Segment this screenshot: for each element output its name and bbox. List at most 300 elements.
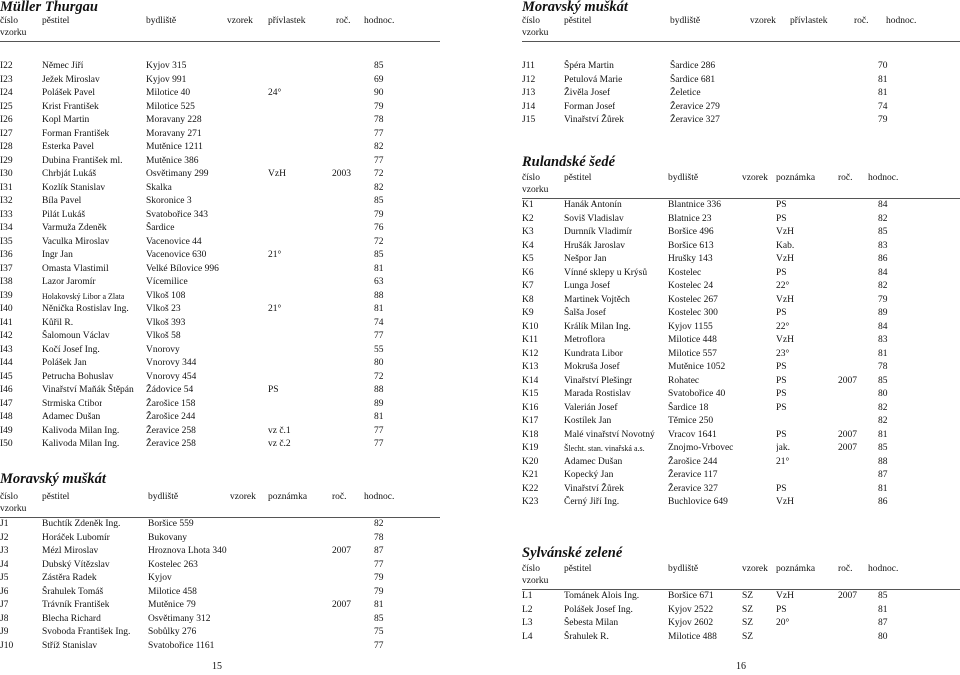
row-note: PS (776, 200, 787, 210)
row-grower: Vinařství Maňák Štěpán (42, 385, 134, 395)
table-row (0, 559, 440, 573)
row-score: 85 (878, 443, 888, 453)
row-sample: SZ (742, 631, 754, 642)
row-note: PS (776, 375, 787, 386)
row-code: K3 (522, 227, 534, 237)
table-body (0, 60, 440, 452)
table-row (522, 253, 960, 267)
row-grower: Kozlík Stanislav (42, 182, 106, 193)
row-address: Žeravice 258 (146, 439, 196, 449)
row-grower: Blecha Richard (42, 613, 101, 624)
row-note: 21° (776, 456, 790, 467)
row-code: K19 (522, 443, 539, 453)
row-address: Žeravice 117 (668, 470, 718, 480)
table-row (522, 469, 960, 483)
row-address: Vícemilice (146, 277, 188, 287)
row-address: Hroznova Lhota 340 (148, 546, 227, 556)
row-score: 76 (374, 223, 384, 233)
row-grower: Tománek Alois Ing. (564, 591, 640, 601)
row-address: Vnorovy 454 (146, 371, 197, 382)
table-header (522, 15, 960, 42)
hdr-hodnoc: hodnoc. (364, 492, 395, 502)
row-address: Sobůlky 276 (148, 627, 197, 637)
row-address: Vlkoš 23 (146, 304, 181, 314)
table-row (0, 236, 440, 250)
hdr-hodnoc: hodnoc. (868, 564, 899, 574)
row-score: 78 (878, 362, 888, 372)
row-code: I40 (0, 304, 13, 314)
row-sample: SZ (742, 591, 754, 601)
table-body (522, 199, 960, 510)
row-address: Milotice 458 (148, 586, 197, 597)
row-note: 22° (776, 281, 790, 291)
row-code: L1 (522, 591, 533, 601)
hdr-cislo: číslo (0, 16, 18, 26)
hdr-hodnoc: hodnoc. (886, 16, 917, 26)
table-row (0, 384, 440, 398)
row-score: 77 (374, 439, 384, 449)
row-address: Vacenovice 630 (146, 250, 207, 260)
row-score: 74 (878, 101, 888, 112)
hdr-bydliste: bydliště (146, 16, 177, 26)
row-note: 21° (268, 304, 282, 314)
row-code: K12 (522, 348, 539, 359)
row-grower: Polášek Josef Ing. (564, 604, 633, 615)
row-address: Vracov 1641 (668, 429, 717, 440)
row-code: K20 (522, 456, 539, 467)
row-code: I45 (0, 371, 13, 382)
table-row (522, 307, 960, 321)
row-address: Šardice 286 (670, 61, 716, 71)
row-grower: Kůřil R. (42, 317, 74, 328)
hdr-vzorek: vzorek (230, 492, 256, 502)
table-row (0, 572, 440, 586)
row-code: L4 (522, 631, 533, 642)
table-row (0, 222, 440, 236)
hdr-roc: roč. (854, 16, 869, 26)
row-address: Skalka (146, 182, 172, 193)
row-score: 78 (374, 115, 384, 125)
row-note: PS (776, 308, 787, 318)
row-note: 23° (776, 348, 790, 359)
row-grower: Esterka Pavel (42, 142, 94, 152)
row-code: K1 (522, 200, 534, 210)
row-code: K14 (522, 375, 539, 386)
row-address: Milotice 448 (668, 335, 717, 345)
row-grower: Mézl Miroslav (42, 546, 99, 556)
hdr-vzorek: vzorek (742, 173, 768, 183)
row-code: I30 (0, 169, 13, 179)
row-address: Žarošice 244 (146, 412, 196, 422)
table-body (0, 518, 440, 653)
row-code: J5 (0, 573, 9, 583)
table-row (522, 590, 960, 604)
row-code: K5 (522, 254, 534, 264)
row-grower: Němec Jiří (42, 61, 84, 71)
row-score: 87 (374, 546, 384, 556)
row-score: 81 (878, 348, 888, 359)
right-page (522, 0, 960, 675)
row-address: Moravany 271 (146, 128, 202, 139)
row-score: 82 (374, 182, 384, 193)
row-grower: Kočí Josef Ing. (42, 344, 100, 355)
row-code: J10 (0, 640, 14, 651)
hdr-pestitel: pěstitel (564, 173, 592, 183)
row-code: K6 (522, 267, 534, 278)
row-note: jak. (776, 443, 790, 453)
row-code: J6 (0, 586, 9, 597)
row-grower: Valerián Josef (564, 402, 618, 413)
row-score: 81 (374, 412, 384, 422)
row-code: K2 (522, 213, 534, 224)
row-grower: Lunga Josef (564, 281, 611, 291)
table-row (0, 290, 440, 304)
row-grower: Kostílek Jan (564, 416, 612, 426)
row-note: 21° (268, 250, 282, 260)
row-grower: Adamec Dušan (564, 456, 623, 467)
row-code: J4 (0, 559, 9, 570)
row-year: 2007 (838, 429, 857, 440)
hdr-cislo: číslo (0, 492, 18, 502)
row-address: Žeravice 279 (670, 101, 720, 112)
hdr-vzorku: vzorku (522, 185, 549, 195)
row-code: I38 (0, 277, 13, 287)
row-score: 82 (878, 416, 888, 426)
hdr-pestitel: pěstitel (42, 492, 70, 502)
row-score: 72 (374, 169, 384, 179)
hdr-bydliste: bydliště (668, 173, 699, 183)
table-row (0, 438, 440, 452)
table-row (0, 168, 440, 182)
table-row (0, 195, 440, 209)
table-header (0, 15, 440, 42)
row-address: Boršice 671 (668, 591, 714, 601)
row-code: J15 (522, 115, 536, 125)
table-row (0, 344, 440, 358)
row-code: K17 (522, 416, 539, 426)
hdr-poznamka: přívlastek (790, 16, 828, 26)
table-row (0, 263, 440, 277)
table-row (0, 182, 440, 196)
row-score: 77 (374, 331, 384, 341)
row-code: J1 (0, 519, 9, 529)
hdr-vzorek: vzorek (750, 16, 776, 26)
table-row (522, 361, 960, 375)
row-address: Kostelec 300 (668, 308, 718, 318)
hdr-hodnoc: hodnoc. (868, 173, 899, 183)
row-grower: Šebesta Milan (564, 618, 619, 628)
row-grower: Zástěra Radek (42, 573, 97, 583)
row-code: I41 (0, 317, 13, 328)
mt-section (0, 0, 440, 452)
row-address: Buchlovice 649 (668, 497, 728, 507)
row-score: 82 (878, 213, 888, 224)
row-address: Kyjov 1155 (668, 321, 713, 332)
row-code: I27 (0, 128, 13, 139)
row-grower: Varmuža Zdeněk (42, 223, 107, 233)
row-address: Vnorovy 344 (146, 358, 197, 368)
row-score: 77 (374, 128, 384, 139)
row-grower: Malé vinařství Novotný (564, 429, 655, 440)
row-code: K22 (522, 483, 539, 494)
table-row (522, 375, 960, 389)
row-year: 2003 (332, 169, 351, 179)
row-address: Blatnice 23 (668, 213, 712, 224)
table-row (522, 280, 960, 294)
row-address: Milotice 488 (668, 631, 717, 642)
table-row (0, 317, 440, 331)
table-row (522, 101, 960, 115)
row-score: 77 (374, 155, 384, 166)
hdr-pestitel: pěstitel (564, 564, 592, 574)
row-address: Kyjov 991 (146, 74, 187, 85)
section-title: Moravský muškát (522, 0, 628, 15)
row-note: PS (268, 385, 279, 395)
row-grower: Bíla Pavel (42, 196, 82, 206)
table-row (0, 613, 440, 627)
sz-section (522, 546, 960, 644)
row-address: Vlkoš 393 (146, 317, 186, 328)
row-score: 85 (878, 591, 888, 601)
table-row (0, 128, 440, 142)
table-row (522, 415, 960, 429)
row-code: L2 (522, 604, 533, 615)
row-score: 86 (878, 497, 888, 507)
row-score: 85 (878, 375, 888, 386)
row-code: I24 (0, 88, 13, 98)
row-code: I50 (0, 439, 13, 449)
row-address: Žeravice 258 (146, 425, 196, 436)
row-grower: Lazor Jaromír (42, 277, 96, 287)
row-score: 82 (374, 519, 384, 529)
row-score: 79 (374, 586, 384, 597)
row-grower: Durnník Vladimír (564, 227, 633, 237)
left-page (0, 0, 440, 675)
table-row (522, 442, 960, 456)
row-grower: Dubina František ml. (42, 155, 123, 166)
row-score: 77 (374, 425, 384, 436)
table-row (0, 599, 440, 613)
row-grower: Kundrata Libor (564, 348, 623, 359)
row-note: PS (776, 389, 787, 399)
hdr-vzorku: vzorku (0, 28, 27, 38)
table-row (0, 518, 440, 532)
row-address: Svatobořice 343 (146, 209, 209, 220)
table-row (522, 483, 960, 497)
row-note: VzH (776, 335, 794, 345)
row-address: Žádovice 54 (146, 385, 194, 395)
table-row (522, 456, 960, 470)
row-sample: SZ (742, 618, 754, 628)
row-code: K23 (522, 497, 539, 507)
row-code: J12 (522, 74, 536, 85)
row-note: PS (776, 267, 787, 278)
row-address: Žarošice 158 (146, 398, 196, 409)
row-address: Osvětimany 312 (148, 613, 211, 624)
table-row (522, 334, 960, 348)
hdr-bydliste: bydliště (668, 564, 699, 574)
row-score: 79 (374, 209, 384, 220)
table-header (522, 172, 960, 199)
section-title: Sylvánské zelené (522, 545, 623, 561)
row-grower: Petulová Marie (564, 74, 623, 85)
row-grower: Vinařství Žůrek (564, 115, 624, 125)
table-row (0, 155, 440, 169)
row-code: I26 (0, 115, 13, 125)
row-score: 72 (374, 236, 384, 247)
table-row (522, 87, 960, 101)
row-address: Hrušky 143 (668, 254, 713, 264)
row-score: 89 (878, 308, 888, 318)
table-header (0, 491, 440, 518)
row-score: 80 (878, 631, 888, 642)
row-score: 79 (374, 101, 384, 112)
row-score: 75 (374, 627, 384, 637)
row-code: I37 (0, 263, 13, 274)
row-year: 2007 (838, 375, 857, 386)
row-address: Šardice 18 (668, 402, 709, 413)
row-address: Kostelec 263 (148, 559, 198, 570)
row-address: Žarošice 244 (668, 456, 718, 467)
row-address: Vlkoš 108 (146, 290, 186, 301)
table-row (522, 321, 960, 335)
row-note: vz č.1 (268, 425, 291, 436)
table-row (522, 348, 960, 362)
row-grower: Vinařství Žůrek (564, 483, 624, 494)
table-row (0, 303, 440, 317)
hdr-hodnoc: hodnoc. (364, 16, 395, 26)
row-code: J7 (0, 600, 9, 610)
row-grower: Nešpor Jan (564, 254, 607, 264)
row-score: 87 (878, 470, 888, 480)
hdr-vzorku: vzorku (0, 504, 27, 514)
row-grower: Forman Josef (564, 101, 616, 112)
hdr-vzorek: vzorek (742, 564, 768, 574)
row-score: 85 (374, 61, 384, 71)
table-row (522, 402, 960, 416)
row-address: Svatobořice 40 (668, 389, 726, 399)
row-grower: Špéra Martin (564, 61, 614, 71)
row-grower: Buchtík Zdeněk Ing. (42, 519, 121, 529)
row-year: 2007 (332, 600, 351, 610)
row-score: 84 (878, 267, 888, 278)
row-score: 85 (878, 227, 888, 237)
table-header (522, 563, 960, 590)
hdr-poznamka: poznámka (776, 173, 816, 183)
row-score: 63 (374, 277, 384, 287)
table-row (0, 545, 440, 559)
row-grower: Horáček Lubomír (42, 532, 110, 543)
row-grower: Kopl Martin (42, 115, 90, 125)
row-score: 78 (374, 532, 384, 543)
row-note: VzH (776, 227, 794, 237)
row-grower: Kopecký Jan (564, 470, 614, 480)
row-address: Boršice 559 (148, 519, 194, 529)
row-score: 82 (878, 402, 888, 413)
row-score: 82 (878, 281, 888, 291)
row-grower: Metroflora (564, 335, 606, 345)
table-row (0, 249, 440, 263)
row-address: Vlkoš 58 (146, 331, 181, 341)
row-note: 22° (776, 321, 790, 332)
row-address: Milotice 40 (146, 88, 191, 98)
row-score: 85 (374, 613, 384, 624)
row-score: 82 (374, 142, 384, 152)
table-row (0, 411, 440, 425)
row-address: Osvětimany 299 (146, 169, 209, 179)
row-grower: Dubský Vítězslav (42, 559, 110, 570)
row-code: J14 (522, 101, 536, 112)
row-score: 85 (374, 250, 384, 260)
hdr-poznamka: poznámka (268, 492, 308, 502)
hdr-bydliste: bydliště (148, 492, 179, 502)
row-score: 81 (878, 74, 888, 85)
row-score: 69 (374, 74, 384, 85)
row-address: Skoronice 3 (146, 196, 192, 206)
row-score: 77 (374, 559, 384, 570)
row-note: VzH (776, 294, 794, 305)
row-code: J8 (0, 613, 9, 624)
row-code: I44 (0, 358, 13, 368)
section-title: Moravský muškát (0, 471, 106, 487)
row-address: Kyjov (148, 573, 172, 583)
row-grower: Omasta Vlastimil (42, 263, 109, 274)
hdr-cislo: číslo (522, 16, 540, 26)
table-row (0, 141, 440, 155)
rs-section (522, 155, 960, 510)
row-year: 2007 (838, 591, 857, 601)
row-grower: Forman František (42, 128, 110, 139)
row-code: K15 (522, 389, 539, 399)
row-grower: Soviš Vladislav (564, 213, 624, 224)
row-grower: Pilát Lukáš (42, 209, 86, 220)
table-row (522, 213, 960, 227)
page-number: 16 (736, 661, 746, 672)
row-score: 88 (374, 290, 384, 301)
row-code: I36 (0, 250, 13, 260)
hdr-pestitel: pěstitel (564, 16, 592, 26)
row-score: 81 (374, 263, 384, 274)
row-address: Boršice 613 (668, 240, 714, 251)
row-code: J11 (522, 61, 535, 71)
row-score: 83 (878, 240, 888, 251)
row-code: I46 (0, 385, 13, 395)
row-grower: Polášek Jan (42, 358, 87, 368)
row-score: 88 (374, 385, 384, 395)
table-row (0, 532, 440, 546)
row-code: K11 (522, 335, 539, 345)
hdr-pestitel: pěstitel (42, 16, 70, 26)
table-row (0, 425, 440, 439)
row-grower: Šalomoun Václav (42, 331, 110, 341)
hdr-vzorek: vzorek (227, 16, 253, 26)
row-code: K13 (522, 362, 539, 372)
row-address: Žeravice 327 (670, 115, 720, 125)
row-score: 55 (374, 344, 384, 355)
row-score: 89 (374, 398, 384, 409)
hdr-vzorku: vzorku (522, 576, 549, 586)
table-row (522, 267, 960, 281)
table-row (0, 398, 440, 412)
row-score: 81 (878, 483, 888, 494)
row-grower: Krist František (42, 101, 99, 112)
page-number: 15 (212, 661, 222, 672)
row-code: K18 (522, 429, 539, 440)
row-address: Blantnice 336 (668, 200, 722, 210)
row-code: I47 (0, 398, 13, 409)
table-row (0, 114, 440, 128)
row-score: 79 (878, 115, 888, 125)
